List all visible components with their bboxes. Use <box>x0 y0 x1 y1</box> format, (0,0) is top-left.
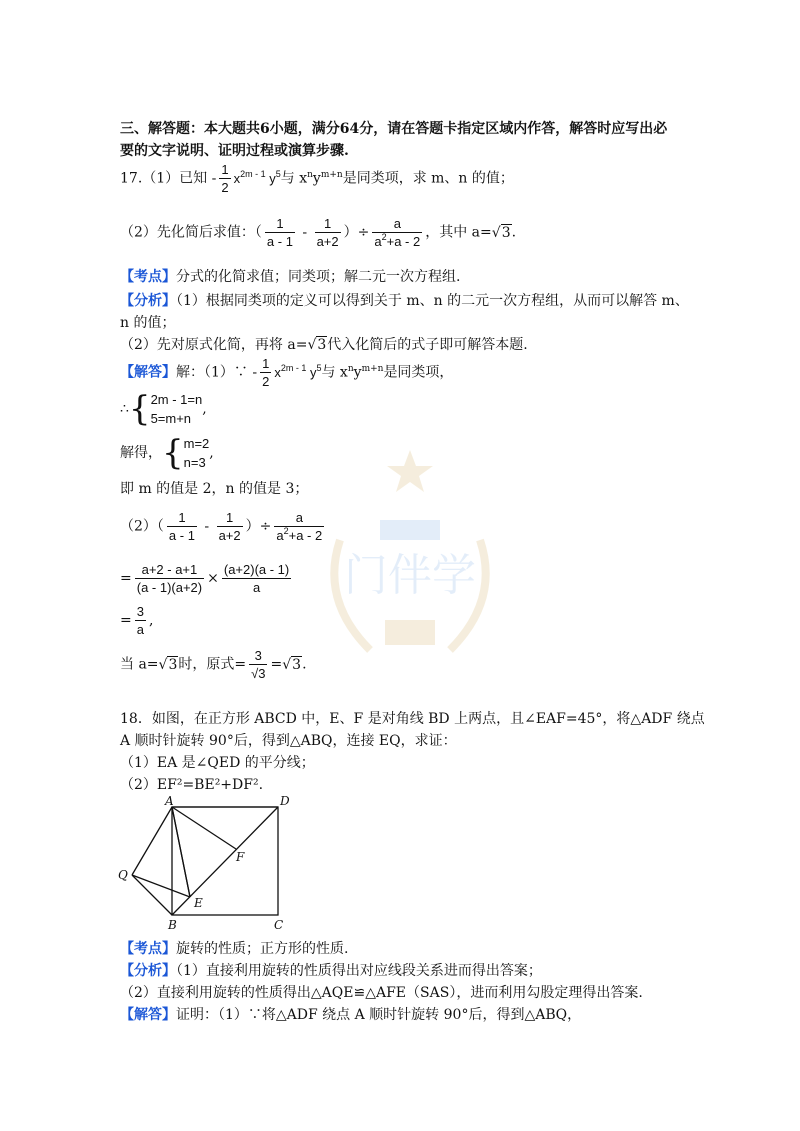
q18-jieda-line1: 【解答】证明：（1）∵将△ADF 绕点 A 顺时针旋转 90°后，得到△ABQ， <box>120 1007 582 1023</box>
q17-system1: ∴{2m - 1=n 5=m+n, <box>120 389 207 429</box>
section-title-line2: 要的文字说明、证明过程或演算步骤. <box>120 143 349 159</box>
q17-final: 当 a=√3时，原式= $\frac{3}{√3}$ =√3. <box>120 648 307 681</box>
label-F: F <box>236 850 245 864</box>
q17-step3: = $\frac{a+2 - a+1}{(a - 1)(a+2)}$ × $\frac{(a+2)(a - 1)}{a}$ <box>120 562 290 595</box>
q18-line2: A 顺时针旋转 90°后，得到△ABQ，连接 EQ，求证： <box>120 733 457 749</box>
q17-part1: 17.（1）已知 - $\frac{1}{2}$ $x^{2m - 1}$ $y^5$与 $x^ny^{m+n}$是同类项，求 m、n 的值； <box>120 162 514 195</box>
q17-kaodian: 【考点】分式的化简求值；同类项；解二元一次方程组. <box>120 269 461 285</box>
q17-step2: （2）（ $\frac{1}{a - 1}$ - $\frac{1}{a+2}$ ）÷ $\frac{a}{a^2+a - 2}$ <box>120 510 323 543</box>
q18-line4: （2）EF²=BE²+DF². <box>120 777 264 793</box>
label-D: D <box>280 795 290 808</box>
watermark-text: 门伴学 <box>344 550 476 601</box>
q18-line3: （1）EA 是∠QED 的平分线； <box>120 755 315 771</box>
section-title-line1: 三、解答题：本大题共6小题，满分64分，请在答题卡指定区域内作答，解答时应写出必 <box>120 121 668 137</box>
q17-fenxi-line3: （2）先对原式化简，再将 a=√3代入化简后的式子即可解答本题. <box>120 337 528 353</box>
q17-part2: （2）先化简后求值：（ $\frac{1}{a - 1}$ - $\frac{1}{a+2}$ ）÷ $\frac{a}{a^2+a - 2}$ ，其中 a=√3. <box>120 216 517 249</box>
q17-fenxi-line1: 【分析】（1）根据同类项的定义可以得到关于 m、n 的二元一次方程组，从而可以解答 m、 <box>120 293 689 309</box>
label-Q: Q <box>118 868 128 882</box>
q17-system2: 解得，{m=2 n=3, <box>120 433 214 473</box>
q18-fenxi-line1: 【分析】（1）直接利用旋转的性质得出对应线段关系进而得出答案； <box>120 963 542 979</box>
q17-jieda-line1: 【解答】解：（1）∵ - $\frac{1}{2}$ $x^{2m - 1}$ $y^5$与 $x^ny^{m+n}$是同类项， <box>120 356 454 389</box>
q17-fenxi-line2: n 的值； <box>120 315 176 331</box>
q18-kaodian: 【考点】旋转的性质；正方形的性质. <box>120 941 349 957</box>
q17-step4: = $\frac{3}{a}$ , <box>120 604 154 637</box>
label-C: C <box>274 918 284 932</box>
label-A: A <box>165 795 174 808</box>
label-B: B <box>168 918 177 932</box>
q18-fenxi-line2: （2）直接利用旋转的性质得出△AQE≌△AFE（SAS），进而利用勾股定理得出答案. <box>120 985 643 1001</box>
watermark-logo <box>280 430 540 690</box>
q18-line1: 18．如图，在正方形 ABCD 中，E、F 是对角线 BD 上两点，且∠EAF=45°，将△ADF 绕点 <box>120 711 705 727</box>
label-E: E <box>194 896 203 910</box>
square-figure <box>110 795 300 935</box>
q17-result: 即 m 的值是 2，n 的值是 3； <box>120 481 309 497</box>
